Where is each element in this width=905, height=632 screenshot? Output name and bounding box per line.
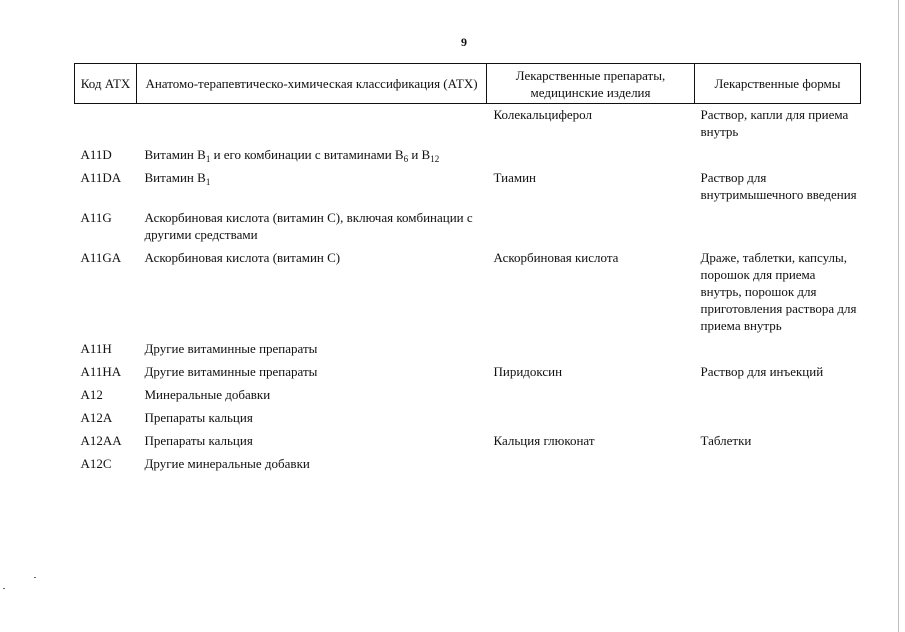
cell-form bbox=[695, 334, 861, 357]
table-row bbox=[75, 357, 861, 380]
cell-code: A11H bbox=[80, 341, 112, 356]
cell-classification: Другие минеральные добавки bbox=[144, 456, 310, 471]
table-row bbox=[75, 403, 861, 426]
cell-drug: Пиридоксин bbox=[493, 364, 563, 379]
table-row bbox=[75, 380, 861, 403]
cell-form: Раствор для внутримышечного введения bbox=[700, 170, 857, 202]
cell-form bbox=[695, 403, 861, 426]
header-code: Код АТХ bbox=[75, 64, 137, 104]
cell-classification: Препараты кальция bbox=[144, 433, 253, 448]
cell-code: A11HA bbox=[80, 364, 122, 379]
cell-form bbox=[695, 449, 861, 472]
cell-drug bbox=[487, 403, 695, 426]
table-row bbox=[75, 449, 861, 472]
cell-form bbox=[695, 203, 861, 243]
cell-code: A11GA bbox=[80, 250, 122, 265]
cell-form bbox=[695, 140, 861, 163]
cell-form bbox=[695, 380, 861, 403]
cell-classification: Аскорбиновая кислота (витамин C), включая комбинации с другими средствами bbox=[144, 210, 473, 242]
cell-code bbox=[75, 104, 137, 141]
page-number: 9 bbox=[461, 35, 467, 49]
scan-speck bbox=[3, 588, 5, 589]
cell-code: A11D bbox=[80, 147, 112, 162]
scan-speck bbox=[34, 577, 36, 578]
cell-code: A11DA bbox=[80, 170, 122, 185]
cell-classification: Витамин $B_1$ и его комбинации с витаминами $B_6$ и $B_{12}$ bbox=[144, 147, 440, 164]
cell-classification: Препараты кальция bbox=[144, 410, 253, 425]
table-row bbox=[75, 140, 861, 163]
cell-classification: Аскорбиновая кислота (витамин C) bbox=[144, 250, 341, 265]
header-classification: Анатомо-терапевтическо-химическая классификация (АТХ) bbox=[137, 64, 487, 104]
cell-classification bbox=[137, 104, 487, 141]
cell-drug: Кальция глюконат bbox=[493, 433, 595, 448]
cell-drug: Колекальциферол bbox=[493, 107, 592, 122]
cell-form: Раствор для инъекций bbox=[700, 364, 824, 379]
cell-drug bbox=[487, 140, 695, 163]
cell-code: A12A bbox=[80, 410, 113, 425]
header-drugs: Лекарственные препараты, медицинские изделия bbox=[487, 64, 695, 104]
cell-drug: Аскорбиновая кислота bbox=[493, 250, 619, 265]
table-row bbox=[75, 163, 861, 203]
cell-form: Драже, таблетки, капсулы, порошок для приема внутрь, порошок для приготовления раствора для приема внутрь bbox=[700, 250, 857, 333]
table-row bbox=[75, 334, 861, 357]
cell-classification: Другие витаминные препараты bbox=[144, 341, 318, 356]
cell-form: Таблетки bbox=[700, 433, 752, 448]
cell-code: A12 bbox=[80, 387, 103, 402]
atc-table bbox=[74, 63, 861, 472]
table-row bbox=[75, 203, 861, 243]
table-header-row bbox=[75, 64, 861, 104]
table-row bbox=[75, 243, 861, 334]
cell-code: A12AA bbox=[80, 433, 122, 448]
cell-drug bbox=[487, 203, 695, 243]
cell-drug: Тиамин bbox=[493, 170, 536, 185]
scan-edge-line bbox=[898, 0, 899, 632]
table-row bbox=[75, 104, 861, 141]
cell-form: Раствор, капли для приема внутрь bbox=[700, 107, 849, 139]
cell-drug bbox=[487, 380, 695, 403]
cell-classification: Другие витаминные препараты bbox=[144, 364, 318, 379]
cell-code: A12C bbox=[80, 456, 112, 471]
cell-classification: Минеральные добавки bbox=[144, 387, 271, 402]
cell-drug bbox=[487, 449, 695, 472]
header-forms: Лекарственные формы bbox=[695, 64, 861, 104]
cell-classification: Витамин $B_1$ bbox=[144, 170, 211, 187]
cell-drug bbox=[487, 334, 695, 357]
cell-code: A11G bbox=[80, 210, 112, 225]
table-row bbox=[75, 426, 861, 449]
